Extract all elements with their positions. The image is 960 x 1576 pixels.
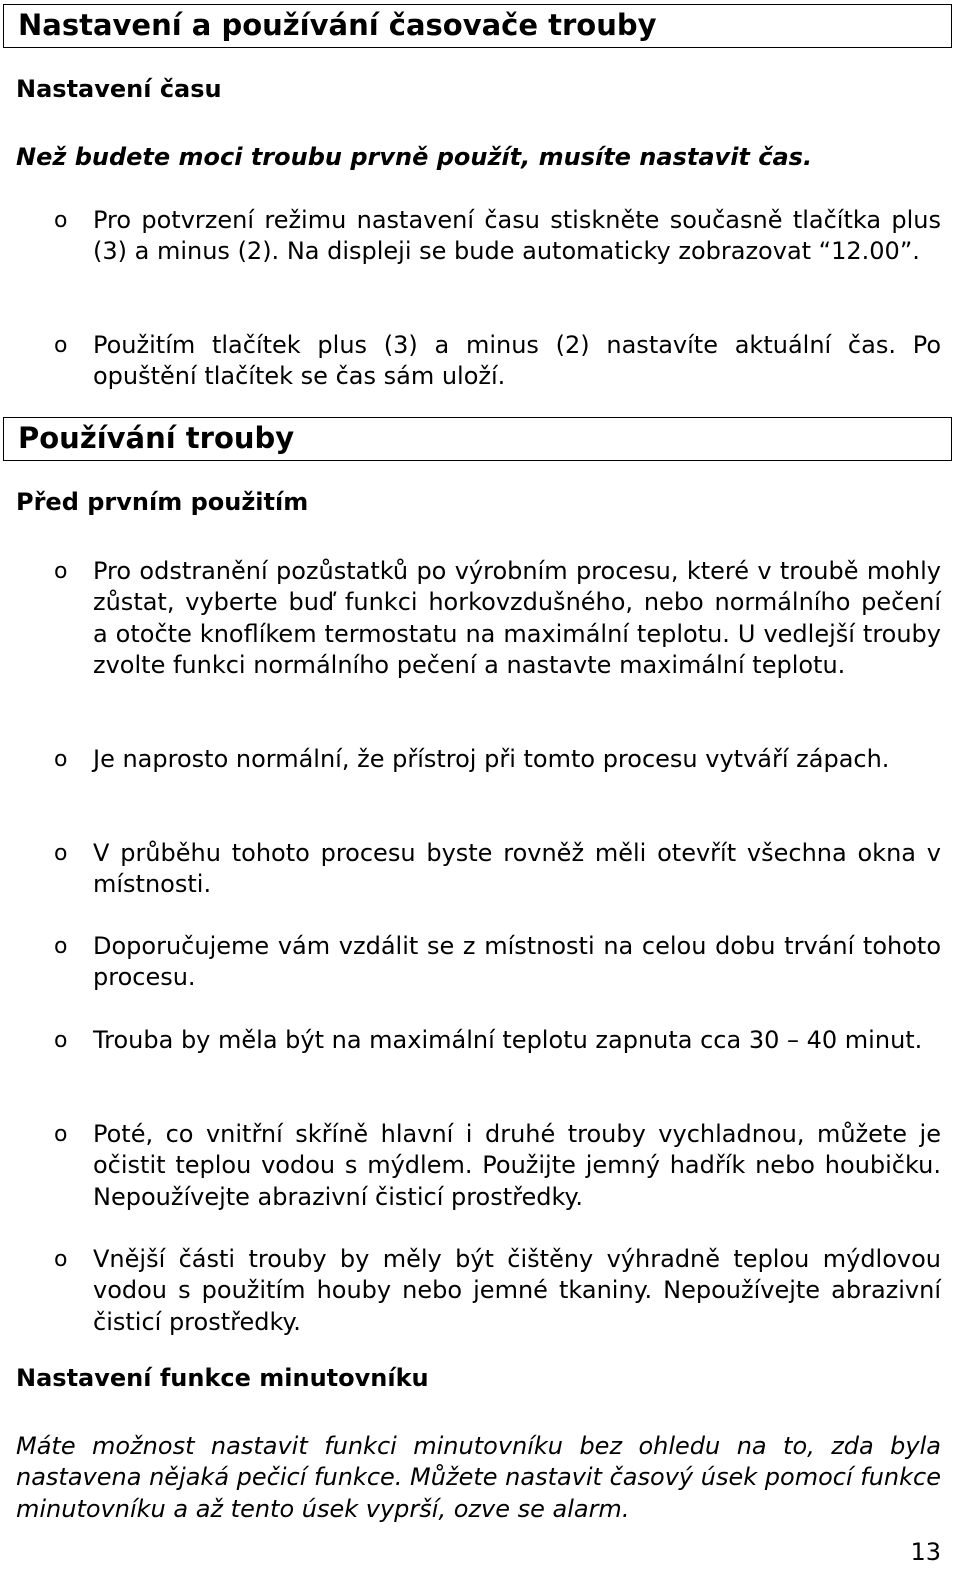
bullet-marker: o xyxy=(54,333,68,358)
list-item-text: Je naprosto normální, že přístroj při tomto procesu vytváří zápach. xyxy=(93,745,890,773)
bullet-marker: o xyxy=(54,559,68,584)
bullet-marker: o xyxy=(54,208,68,233)
list-item-text: Vnější části trouby by měly být čištěny výhradně teplou mýdlovou vodou s použitím houby nebo jemné tkaniny. Nepoužívejte abrazivní čisticí prostředky. xyxy=(93,1245,941,1336)
list-item-text: V průběhu tohoto procesu byste rovněž měli otevřít všechna okna v místnosti. xyxy=(93,839,941,899)
subtitle-minute-timer: Nastavení funkce minutovníku xyxy=(16,1364,429,1392)
list-item-text: Pro potvrzení režimu nastavení času stiskněte současně tlačítka plus (3) a minus (2). Na displeji se bude automaticky zobrazovat “12.00”. xyxy=(93,206,941,266)
subtitle-time-setting: Nastavení času xyxy=(16,75,222,103)
list-item-text: Poté, co vnitřní skříně hlavní i druhé trouby vychladnou, můžete je očistit teplou vodou s mýdlem. Použijte jemný hadřík nebo houbičku. Nepoužívejte abrazivní čisticí prostředky. xyxy=(93,1120,941,1211)
intro-minute-timer: Máte možnost nastavit funkci minutovníku bez ohledu na to, zda byla nastavena nějaká pečicí funkce. Můžete nastavit časový úsek pomocí funkce minutovníku a až tento úsek vyprší, ozve se alarm. xyxy=(16,1432,941,1523)
bullet-marker: o xyxy=(54,841,68,866)
bullet-marker: o xyxy=(54,1028,68,1053)
list-item-text: Pro odstranění pozůstatků po výrobním procesu, které v troubě mohly zůstat, vyberte buď funkci horkovzdušného, nebo normálního pečení a otočte knoflíkem termostatu na maximální teplotu. U vedlejší trouby zvolte funkci normálního pečení a nastavte maximální teplotu. xyxy=(93,557,941,679)
section-title-oven-use: Používání trouby xyxy=(3,417,952,461)
intro-time-setting: Než budete moci troubu prvně použít, musíte nastavit čas. xyxy=(16,143,813,171)
subtitle-before-first-use: Před prvním použitím xyxy=(16,488,309,516)
list-item-text: Použitím tlačítek plus (3) a minus (2) nastavíte aktuální čas. Po opuštění tlačítek se čas sám uloží. xyxy=(93,331,941,391)
page-number: 13 xyxy=(910,1538,941,1566)
bullet-marker: o xyxy=(54,1122,68,1147)
list-item-text: Doporučujeme vám vzdálit se z místnosti na celou dobu trvání tohoto procesu. xyxy=(93,932,941,992)
list-item-text: Trouba by měla být na maximální teplotu zapnuta cca 30 – 40 minut. xyxy=(93,1026,923,1054)
bullet-marker: o xyxy=(54,747,68,772)
section-title-timer: Nastavení a používání časovače trouby xyxy=(3,4,952,48)
bullet-marker: o xyxy=(54,1247,68,1272)
bullet-marker: o xyxy=(54,934,68,959)
